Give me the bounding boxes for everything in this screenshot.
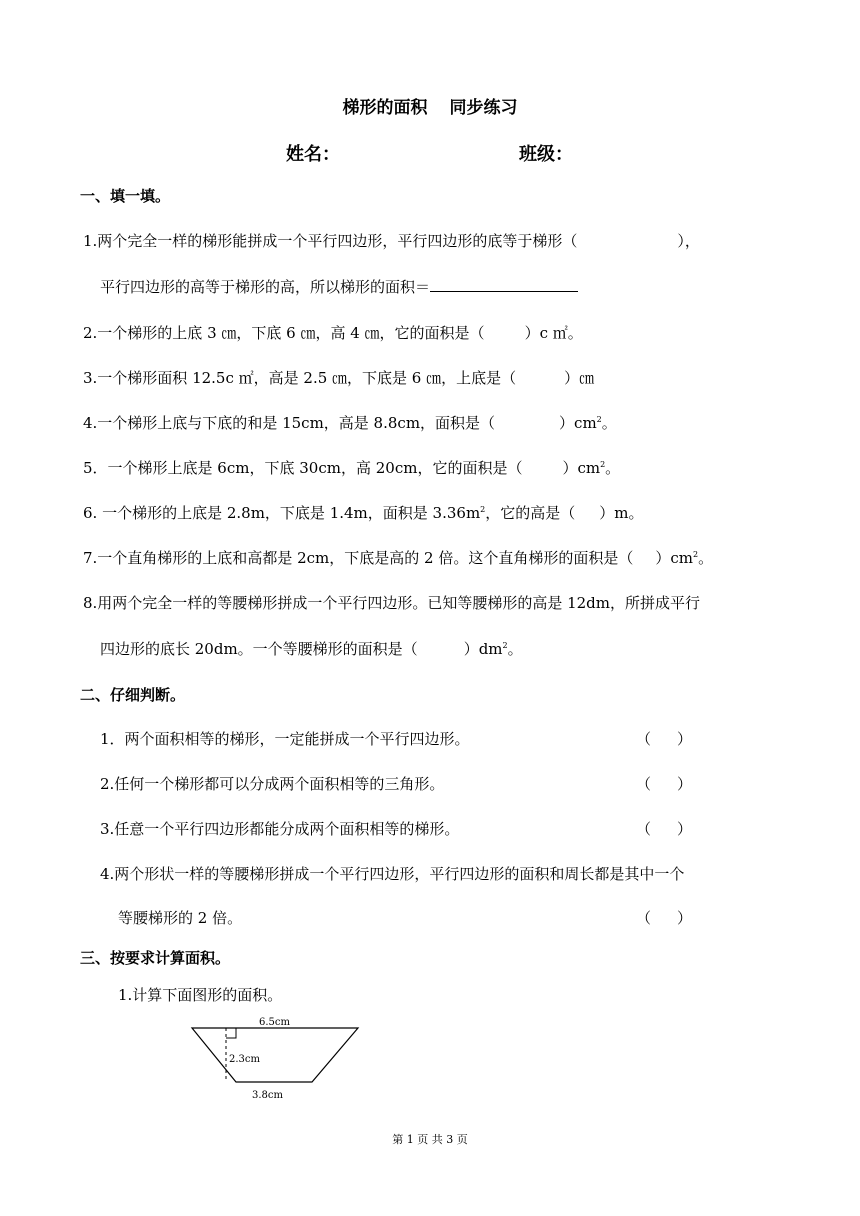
fill-question-8-line-1: 8.用两个完全一样的等腰梯形拼成一个平行四边形。已知等腰梯形的高是 12dm，所拼成平行 bbox=[83, 594, 700, 612]
fill-question-6 bbox=[83, 502, 644, 523]
paren-open: （ bbox=[636, 820, 652, 838]
paren-close: ） bbox=[677, 909, 693, 927]
q3-text: 3.一个梯形面积 12.5c ㎡，高是 2.5 ㎝，下底是 6 ㎝，上底是（ bbox=[83, 369, 517, 387]
fill-question-1-line-2 bbox=[100, 276, 578, 297]
judge-question-2: 2.任何一个梯形都可以分成两个面积相等的三角形。 bbox=[100, 775, 445, 793]
section-calc-heading: 三、按要求计算面积。 bbox=[80, 949, 231, 967]
q5-sup: 2 bbox=[600, 460, 606, 469]
q8-end: 。 bbox=[507, 640, 523, 658]
q4-text: 4.一个梯形上底与下底的和是 15cm，高是 8.8cm，面积是（ bbox=[83, 414, 496, 432]
q6-text-2: ，它的高是（ bbox=[485, 504, 576, 522]
q6-unit: ）m。 bbox=[599, 504, 644, 522]
q4-end: 。 bbox=[601, 414, 617, 432]
title-sub: 同步练习 bbox=[449, 98, 518, 118]
judge-answer-1 bbox=[636, 728, 692, 749]
q7-unit: ）cm bbox=[655, 549, 693, 567]
class-field-label: 班级： bbox=[519, 144, 573, 165]
judge-answer-2 bbox=[636, 773, 692, 794]
fill-question-4 bbox=[83, 412, 617, 433]
paren-close: ） bbox=[677, 730, 693, 748]
q2-unit: ）c ㎡。 bbox=[524, 324, 583, 342]
q8-text: 四边形的底长 20dm。一个等腰梯形的面积是（ bbox=[100, 640, 418, 658]
bottom-base-label: 3.8cm bbox=[252, 1090, 283, 1101]
q1-text-2: 平行四边形的高等于梯形的高，所以梯形的面积＝ bbox=[100, 278, 431, 296]
judge-answer-3 bbox=[636, 818, 692, 839]
q5-unit: ）cm bbox=[562, 459, 601, 477]
trapezoid-shape bbox=[192, 1028, 358, 1082]
paren-close: ） bbox=[677, 820, 693, 838]
q1-answer-blank bbox=[430, 277, 578, 292]
top-base-label: 6.5cm bbox=[259, 1017, 290, 1028]
q7-text: 7.一个直角梯形的上底和高都是 2cm，下底是高的 2 倍。这个直角梯形的面积是（ bbox=[83, 549, 634, 567]
q4-sup: 2 bbox=[596, 415, 602, 424]
fill-question-3 bbox=[83, 367, 594, 388]
paren-open: （ bbox=[636, 909, 652, 927]
q3-unit: ）㎝ bbox=[564, 369, 595, 387]
name-field-label: 姓名： bbox=[286, 144, 340, 165]
q8-unit: ）dm bbox=[463, 640, 503, 658]
section-judge-heading: 二、仔细判断。 bbox=[80, 686, 186, 704]
title-main: 梯形的面积 bbox=[342, 98, 428, 118]
paren-close: ） bbox=[677, 775, 693, 793]
q1-text: 1.两个完全一样的梯形能拼成一个平行四边形，平行四边形的底等于梯形（ bbox=[83, 232, 578, 250]
fill-question-7 bbox=[83, 547, 713, 568]
fill-question-2 bbox=[83, 322, 583, 343]
q6-sup: 2 bbox=[480, 505, 486, 514]
calc-question-1: 1.计算下面图形的面积。 bbox=[118, 986, 283, 1004]
q6-text: 6. 一个梯形的上底是 2.8m，下底是 1.4m，面积是 3.36m bbox=[83, 504, 481, 522]
section-fill-heading: 一、填一填。 bbox=[80, 187, 171, 205]
q5-end: 。 bbox=[605, 459, 621, 477]
right-angle-mark bbox=[226, 1028, 236, 1038]
fill-question-8-line-2 bbox=[100, 638, 523, 659]
page-title bbox=[0, 93, 860, 118]
q1-end: ）， bbox=[677, 232, 700, 250]
paren-open: （ bbox=[636, 730, 652, 748]
judge-question-4-line-2: 等腰梯形的 2 倍。 bbox=[118, 909, 243, 927]
judge-question-4-line-1: 4.两个形状一样的等腰梯形拼成一个平行四边形，平行四边形的面积和周长都是其中一个 bbox=[100, 865, 685, 883]
q5-text: 5．一个梯形上底是 6cm，下底 30cm，高 20cm，它的面积是（ bbox=[83, 459, 523, 477]
q4-unit: ）cm bbox=[559, 414, 597, 432]
fill-question-1-line-1 bbox=[83, 230, 700, 251]
paren-open: （ bbox=[636, 775, 652, 793]
q2-text: 2.一个梯形的上底 3 ㎝，下底 6 ㎝，高 4 ㎝，它的面积是（ bbox=[83, 324, 485, 342]
judge-answer-4 bbox=[636, 907, 692, 928]
q8-sup: 2 bbox=[502, 641, 508, 650]
judge-question-3: 3.任意一个平行四边形都能分成两个面积相等的梯形。 bbox=[100, 820, 460, 838]
q7-end: 。 bbox=[698, 549, 714, 567]
height-label: 2.3cm bbox=[229, 1054, 260, 1065]
judge-question-1: 1．两个面积相等的梯形，一定能拼成一个平行四边形。 bbox=[100, 730, 470, 748]
fill-question-5 bbox=[83, 457, 620, 478]
trapezoid-figure bbox=[182, 1010, 372, 1105]
q7-sup: 2 bbox=[692, 550, 699, 559]
page-footer: 第 1 页 共 3 页 bbox=[392, 1133, 468, 1146]
